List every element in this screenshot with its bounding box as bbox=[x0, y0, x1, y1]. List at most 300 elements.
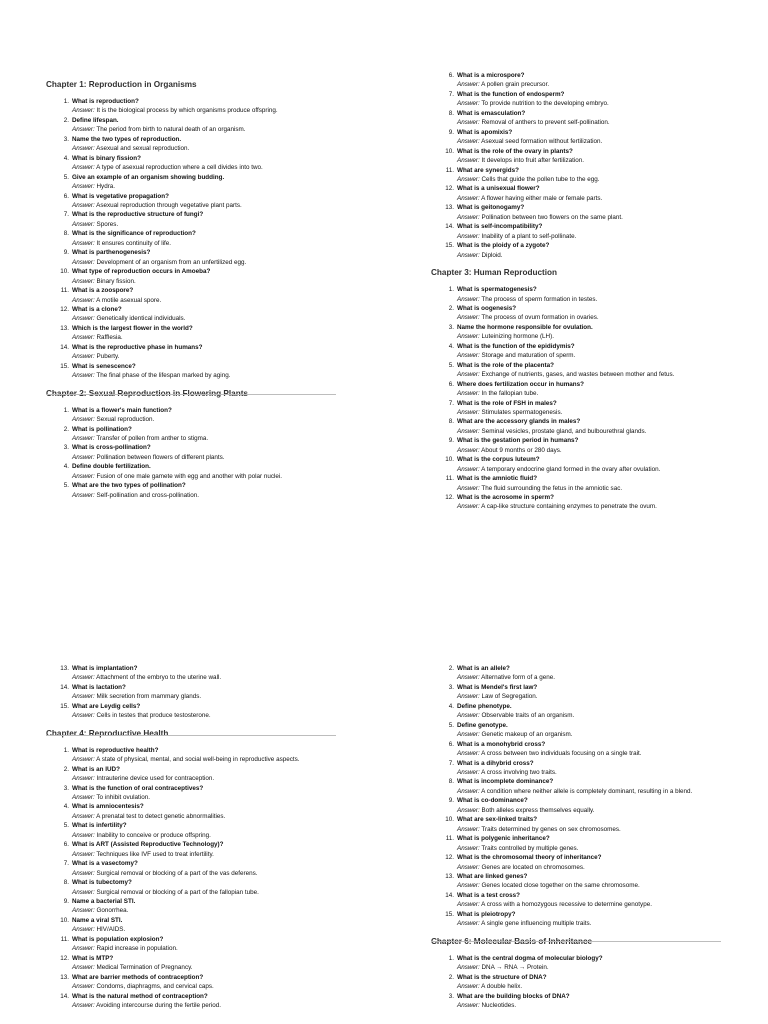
answer-line bbox=[72, 296, 342, 305]
question-body bbox=[457, 380, 727, 399]
question-text: What is senescence? bbox=[72, 362, 136, 370]
answer-line bbox=[457, 730, 727, 739]
answer-text: Inability of a plant to self-pollinate. bbox=[481, 232, 577, 240]
answer-label: Answer: bbox=[457, 503, 480, 511]
answer-line bbox=[457, 881, 727, 890]
question-number: 2. bbox=[448, 973, 454, 981]
question-text: What is vegetative propagation? bbox=[72, 192, 169, 200]
answer-label: Answer: bbox=[72, 453, 95, 461]
answer-line bbox=[72, 106, 342, 115]
answer-label: Answer: bbox=[72, 831, 95, 839]
question-number: 5. bbox=[63, 482, 69, 490]
answer-text: Medical Termination of Pregnancy. bbox=[96, 964, 193, 972]
answer-line bbox=[72, 850, 342, 859]
answer-label: Answer: bbox=[72, 812, 95, 820]
answer-text: To provide nutrition to the developing embryo. bbox=[481, 100, 609, 108]
question-number: 2. bbox=[448, 304, 454, 312]
answer-label: Answer: bbox=[457, 465, 480, 473]
question-item bbox=[431, 853, 727, 872]
answer-text: Transfer of pollen from anther to stigma. bbox=[96, 434, 209, 442]
question-text: Name the hormone responsible for ovulation. bbox=[457, 323, 593, 331]
question-text: Name a viral STI. bbox=[72, 916, 123, 924]
question-body bbox=[457, 285, 727, 304]
question-number: 1. bbox=[63, 98, 69, 105]
answer-text: To inhibit ovulation. bbox=[96, 793, 150, 801]
question-number: 11. bbox=[445, 166, 454, 174]
answer-text: A pollen grain precursor. bbox=[481, 81, 550, 89]
question-item bbox=[431, 954, 727, 973]
answer-line bbox=[72, 812, 342, 821]
answer-label: Answer: bbox=[72, 926, 95, 934]
answer-label: Answer: bbox=[72, 793, 95, 801]
answer-line bbox=[72, 125, 342, 134]
question-body bbox=[457, 815, 727, 834]
section-gap bbox=[46, 381, 342, 389]
answer-label: Answer: bbox=[457, 352, 480, 360]
question-text: Where does fertilization occur in humans? bbox=[457, 380, 585, 388]
question-item bbox=[46, 973, 342, 992]
answer-text: Storage and maturation of sperm. bbox=[481, 352, 576, 360]
answer-text: Cells that guide the pollen tube to the egg. bbox=[481, 175, 600, 183]
question-list bbox=[46, 746, 342, 1011]
answer-label: Answer: bbox=[72, 1001, 95, 1009]
question-number: 12. bbox=[445, 494, 454, 502]
answer-label: Answer: bbox=[457, 693, 480, 701]
answer-label: Answer: bbox=[72, 756, 95, 764]
answer-text: Seminal vesicles, prostate gland, and bulbourethral glands. bbox=[481, 427, 647, 435]
question-text: What are sex-linked traits? bbox=[457, 816, 538, 824]
question-text: What is the central dogma of molecular biology? bbox=[457, 954, 603, 962]
answer-text: Removal of anthers to prevent self-pollination. bbox=[481, 119, 610, 127]
answer-line bbox=[72, 869, 342, 878]
chapter-heading: Chapter 4: Reproductive Health bbox=[46, 728, 169, 738]
question-item bbox=[431, 683, 727, 702]
question-number: 15. bbox=[60, 362, 69, 370]
question-text: Define lifespan. bbox=[72, 116, 119, 124]
question-number: 11. bbox=[60, 287, 69, 295]
question-item bbox=[431, 399, 727, 418]
panel-bottom-left bbox=[46, 664, 342, 1010]
question-item bbox=[46, 173, 342, 192]
question-text: What is a flower's main function? bbox=[72, 406, 172, 414]
question-item bbox=[431, 304, 727, 323]
question-text: What is reproduction? bbox=[72, 98, 139, 105]
question-item bbox=[46, 286, 342, 305]
question-number: 11. bbox=[60, 935, 69, 943]
section-gap bbox=[46, 721, 342, 729]
question-item bbox=[46, 992, 342, 1011]
answer-text: DNA → RNA → Protein. bbox=[481, 964, 549, 972]
question-body bbox=[457, 109, 727, 128]
answer-label: Answer: bbox=[72, 775, 95, 783]
question-number: 13. bbox=[445, 872, 454, 880]
question-text: What is the function of oral contraceptives? bbox=[72, 784, 204, 792]
answer-text: About 9 months or 280 days. bbox=[481, 446, 562, 454]
question-body bbox=[457, 493, 727, 512]
answer-line bbox=[457, 295, 727, 304]
question-body bbox=[72, 954, 342, 973]
question-item bbox=[46, 683, 342, 702]
question-number: 12. bbox=[445, 185, 454, 193]
answer-label: Answer: bbox=[457, 787, 480, 795]
question-item bbox=[431, 184, 727, 203]
question-number: 3. bbox=[448, 323, 454, 331]
answer-text: A motile asexual spore. bbox=[96, 296, 162, 304]
answer-text: The process of ovum formation in ovaries. bbox=[481, 314, 599, 322]
answer-label: Answer: bbox=[457, 213, 480, 221]
question-item bbox=[46, 116, 342, 135]
question-number: 15. bbox=[445, 910, 454, 918]
question-text: What is self-incompatibility? bbox=[457, 223, 543, 231]
answer-text: Rafflesia. bbox=[96, 334, 123, 342]
question-number: 1. bbox=[63, 746, 69, 754]
question-list bbox=[431, 71, 727, 260]
question-body bbox=[457, 474, 727, 493]
question-item bbox=[46, 784, 342, 803]
question-number: 3. bbox=[448, 683, 454, 691]
answer-label: Answer: bbox=[72, 850, 95, 858]
question-body bbox=[72, 916, 342, 935]
answer-line bbox=[72, 182, 342, 191]
answer-label: Answer: bbox=[72, 334, 95, 342]
question-body bbox=[72, 192, 342, 211]
question-body bbox=[457, 128, 727, 147]
answer-label: Answer: bbox=[457, 882, 480, 890]
question-number: 2. bbox=[448, 665, 454, 672]
question-text: What are the accessory glands in males? bbox=[457, 418, 581, 426]
question-text: Name the two types of reproduction. bbox=[72, 135, 182, 143]
answer-label: Answer: bbox=[72, 126, 95, 134]
question-text: What is implantation? bbox=[72, 665, 138, 672]
answer-line bbox=[457, 844, 727, 853]
answer-label: Answer: bbox=[72, 145, 95, 153]
question-item bbox=[46, 135, 342, 154]
question-item bbox=[431, 128, 727, 147]
question-text: What is the role of FSH in males? bbox=[457, 399, 557, 407]
question-body bbox=[72, 821, 342, 840]
answer-text: A cap-like structure containing enzymes to penetrate the ovum. bbox=[481, 503, 657, 511]
question-body bbox=[72, 784, 342, 803]
question-item bbox=[46, 897, 342, 916]
answer-text: A state of physical, mental, and social well-being in reproductive aspects. bbox=[96, 756, 300, 764]
question-number: 9. bbox=[448, 797, 454, 805]
question-body bbox=[457, 721, 727, 740]
question-list bbox=[431, 664, 727, 929]
answer-line bbox=[72, 906, 342, 915]
answer-text: Nucleotides. bbox=[481, 1001, 517, 1009]
question-item bbox=[431, 147, 727, 166]
question-item bbox=[46, 481, 342, 500]
answer-text: Diploid. bbox=[481, 251, 503, 259]
answer-text: Puberty. bbox=[96, 353, 120, 361]
question-number: 12. bbox=[60, 305, 69, 313]
question-text: What is a zoospore? bbox=[72, 287, 134, 295]
divider-chapter-4 bbox=[46, 735, 336, 736]
answer-label: Answer: bbox=[72, 315, 95, 323]
answer-label: Answer: bbox=[72, 964, 95, 972]
question-text: What is the gestation period in humans? bbox=[457, 437, 579, 445]
answer-line bbox=[457, 99, 727, 108]
question-body bbox=[457, 759, 727, 778]
answer-text: Law of Segregation. bbox=[481, 693, 538, 701]
question-item bbox=[46, 462, 342, 481]
chapter-heading: Chapter 2: Sexual Reproduction in Flowering Plants bbox=[46, 388, 248, 398]
question-number: 8. bbox=[63, 230, 69, 238]
answer-label: Answer: bbox=[72, 296, 95, 304]
question-body bbox=[72, 406, 342, 425]
answer-line bbox=[457, 313, 727, 322]
answer-label: Answer: bbox=[457, 731, 480, 739]
question-body bbox=[457, 71, 727, 90]
question-body bbox=[72, 229, 342, 248]
question-number: 14. bbox=[60, 683, 69, 691]
question-text: What is the chromosomal theory of inheritance? bbox=[457, 854, 602, 862]
divider-chapter-2 bbox=[46, 394, 336, 395]
question-item bbox=[431, 285, 727, 304]
answer-label: Answer: bbox=[457, 1001, 480, 1009]
question-text: What is the function of the epididymis? bbox=[457, 342, 575, 350]
question-item bbox=[431, 436, 727, 455]
answer-line bbox=[72, 258, 342, 267]
answer-label: Answer: bbox=[457, 314, 480, 322]
question-item bbox=[431, 417, 727, 436]
question-number: 7. bbox=[63, 211, 69, 219]
question-number: 1. bbox=[63, 406, 69, 414]
question-item bbox=[431, 166, 727, 185]
answer-label: Answer: bbox=[457, 901, 480, 909]
answer-line bbox=[72, 774, 342, 783]
question-body bbox=[457, 740, 727, 759]
question-item bbox=[431, 361, 727, 380]
question-number: 14. bbox=[445, 891, 454, 899]
question-number: 14. bbox=[445, 223, 454, 231]
question-text: What is parthenogenesis? bbox=[72, 249, 151, 257]
question-number: 8. bbox=[448, 109, 454, 117]
answer-text: It ensures continuity of life. bbox=[96, 239, 172, 247]
question-number: 4. bbox=[63, 803, 69, 811]
question-number: 9. bbox=[448, 128, 454, 136]
question-body bbox=[72, 859, 342, 878]
answer-text: Genes are located on chromosomes. bbox=[481, 863, 585, 871]
answer-line bbox=[457, 502, 727, 511]
question-item bbox=[431, 455, 727, 474]
question-text: What is the role of the ovary in plants? bbox=[457, 147, 573, 155]
question-item bbox=[46, 935, 342, 954]
question-number: 11. bbox=[445, 475, 454, 483]
question-number: 15. bbox=[60, 702, 69, 710]
answer-line bbox=[72, 201, 342, 210]
question-item bbox=[46, 192, 342, 211]
question-text: What are the building blocks of DNA? bbox=[457, 992, 570, 1000]
question-text: What is the corpus luteum? bbox=[457, 456, 540, 464]
answer-label: Answer: bbox=[457, 175, 480, 183]
question-text: What is emasculation? bbox=[457, 109, 526, 117]
answer-label: Answer: bbox=[72, 983, 95, 991]
question-item bbox=[46, 746, 342, 765]
answer-text: It develops into fruit after fertilization. bbox=[481, 157, 585, 165]
question-number: 13. bbox=[445, 204, 454, 212]
question-number: 7. bbox=[63, 860, 69, 868]
answer-label: Answer: bbox=[72, 869, 95, 877]
question-body bbox=[72, 746, 342, 765]
answer-line bbox=[457, 118, 727, 127]
question-text: What is cross-pollination? bbox=[72, 444, 151, 452]
question-item bbox=[46, 664, 342, 683]
answer-line bbox=[457, 982, 727, 991]
answer-line bbox=[457, 825, 727, 834]
question-text: What are synergids? bbox=[457, 166, 519, 174]
question-body bbox=[457, 992, 727, 1011]
question-body bbox=[457, 203, 727, 222]
question-text: Define genotype. bbox=[457, 721, 508, 729]
question-item bbox=[46, 210, 342, 229]
answer-line bbox=[72, 163, 342, 172]
answer-text: In the fallopian tube. bbox=[481, 390, 539, 398]
question-item bbox=[46, 821, 342, 840]
question-number: 5. bbox=[448, 361, 454, 369]
question-body bbox=[457, 853, 727, 872]
question-list bbox=[431, 954, 727, 1011]
answer-label: Answer: bbox=[457, 446, 480, 454]
question-body bbox=[72, 362, 342, 381]
question-body bbox=[457, 777, 727, 796]
question-item bbox=[431, 702, 727, 721]
answer-line bbox=[457, 919, 727, 928]
question-number: 1. bbox=[448, 954, 454, 962]
question-item bbox=[431, 342, 727, 361]
question-number: 10. bbox=[445, 456, 454, 464]
question-text: Define phenotype. bbox=[457, 702, 512, 710]
question-text: What is an IUD? bbox=[72, 765, 120, 773]
answer-text: Genetic makeup of an organism. bbox=[481, 731, 573, 739]
answer-text: Condoms, diaphragms, and cervical caps. bbox=[96, 983, 214, 991]
answer-line bbox=[72, 711, 342, 720]
question-text: Define double fertilization. bbox=[72, 463, 151, 471]
question-number: 8. bbox=[448, 418, 454, 426]
answer-text: Intrauterine device used for contraception. bbox=[96, 775, 215, 783]
question-number: 15. bbox=[445, 242, 454, 250]
answer-text: Techniques like IVF used to treat infertility. bbox=[96, 850, 214, 858]
answer-line bbox=[457, 963, 727, 972]
answer-label: Answer: bbox=[72, 164, 95, 172]
answer-text: Fusion of one male gamete with egg and another with polar nuclei. bbox=[96, 472, 283, 480]
answer-line bbox=[72, 692, 342, 701]
question-text: What is the ploidy of a zygote? bbox=[457, 242, 550, 250]
question-list bbox=[46, 97, 342, 381]
answer-line bbox=[457, 175, 727, 184]
question-text: What is binary fission? bbox=[72, 154, 141, 162]
question-body bbox=[72, 462, 342, 481]
question-item bbox=[46, 154, 342, 173]
answer-label: Answer: bbox=[72, 674, 95, 682]
answer-text: Asexual reproduction through vegetative plant parts. bbox=[96, 201, 242, 209]
answer-line bbox=[72, 831, 342, 840]
question-body bbox=[457, 417, 727, 436]
answer-label: Answer: bbox=[457, 232, 480, 240]
question-body bbox=[72, 683, 342, 702]
question-text: What is MTP? bbox=[72, 954, 114, 962]
answer-text: Traits controlled by multiple genes. bbox=[481, 844, 579, 852]
question-item bbox=[46, 765, 342, 784]
answer-text: A flower having either male or female parts. bbox=[481, 194, 603, 202]
question-list bbox=[46, 406, 342, 501]
question-text: What is an allele? bbox=[457, 665, 510, 672]
question-item bbox=[431, 721, 727, 740]
question-number: 4. bbox=[63, 154, 69, 162]
panel-bottom-right bbox=[431, 664, 727, 1010]
answer-label: Answer: bbox=[72, 107, 95, 115]
question-body bbox=[72, 425, 342, 444]
question-item bbox=[46, 702, 342, 721]
question-number: 14. bbox=[60, 992, 69, 1000]
question-item bbox=[46, 802, 342, 821]
question-number: 5. bbox=[63, 173, 69, 181]
question-number: 1. bbox=[448, 286, 454, 294]
answer-line bbox=[457, 332, 727, 341]
question-item bbox=[46, 248, 342, 267]
answer-label: Answer: bbox=[457, 390, 480, 398]
answer-text: A cross between two individuals focusing on a single trait. bbox=[481, 750, 642, 758]
answer-text: Traits determined by genes on sex chromosomes. bbox=[481, 825, 621, 833]
question-text: What is a dihybrid cross? bbox=[457, 759, 534, 767]
answer-line bbox=[72, 963, 342, 972]
answer-label: Answer: bbox=[457, 920, 480, 928]
answer-line bbox=[457, 137, 727, 146]
question-number: 10. bbox=[445, 147, 454, 155]
answer-text: Genetically identical individuals. bbox=[96, 315, 186, 323]
question-item bbox=[431, 973, 727, 992]
question-number: 8. bbox=[448, 778, 454, 786]
question-number: 2. bbox=[63, 425, 69, 433]
question-item bbox=[46, 425, 342, 444]
answer-label: Answer: bbox=[72, 201, 95, 209]
answer-label: Answer: bbox=[457, 333, 480, 341]
question-item bbox=[431, 891, 727, 910]
answer-line bbox=[457, 351, 727, 360]
answer-text: Stimulates spermatogenesis. bbox=[481, 408, 563, 416]
answer-text: Pollination between flowers of different plants. bbox=[96, 453, 225, 461]
answer-line bbox=[457, 1001, 727, 1010]
question-text: What is oogenesis? bbox=[457, 304, 517, 312]
answer-label: Answer: bbox=[457, 81, 480, 89]
question-body bbox=[72, 897, 342, 916]
answer-text: Inability to conceive or produce offspring. bbox=[96, 831, 211, 839]
answer-text: A cross involving two traits. bbox=[481, 768, 557, 776]
question-text: What is the amniotic fluid? bbox=[457, 475, 538, 483]
question-item bbox=[431, 71, 727, 90]
question-body bbox=[457, 304, 727, 323]
answer-label: Answer: bbox=[457, 138, 480, 146]
answer-text: Milk secretion from mammary glands. bbox=[96, 693, 202, 701]
question-number: 3. bbox=[63, 784, 69, 792]
question-text: What is a vasectomy? bbox=[72, 860, 138, 868]
question-body bbox=[72, 324, 342, 343]
answer-text: Luteinizing hormone (LH). bbox=[481, 333, 554, 341]
divider-chapter-6 bbox=[431, 941, 721, 942]
answer-text: Alternative form of a gene. bbox=[481, 674, 556, 682]
question-item bbox=[431, 109, 727, 128]
answer-text: Surgical removal or blocking of a part of the vas deferens. bbox=[96, 869, 258, 877]
answer-label: Answer: bbox=[457, 825, 480, 833]
answer-label: Answer: bbox=[457, 863, 480, 871]
answer-label: Answer: bbox=[72, 472, 95, 480]
question-body bbox=[72, 878, 342, 897]
answer-text: The final phase of the lifespan marked by aging. bbox=[96, 372, 231, 380]
question-body bbox=[72, 173, 342, 192]
answer-text: Hydra. bbox=[96, 183, 116, 191]
question-number: 8. bbox=[63, 879, 69, 887]
question-item bbox=[431, 323, 727, 342]
